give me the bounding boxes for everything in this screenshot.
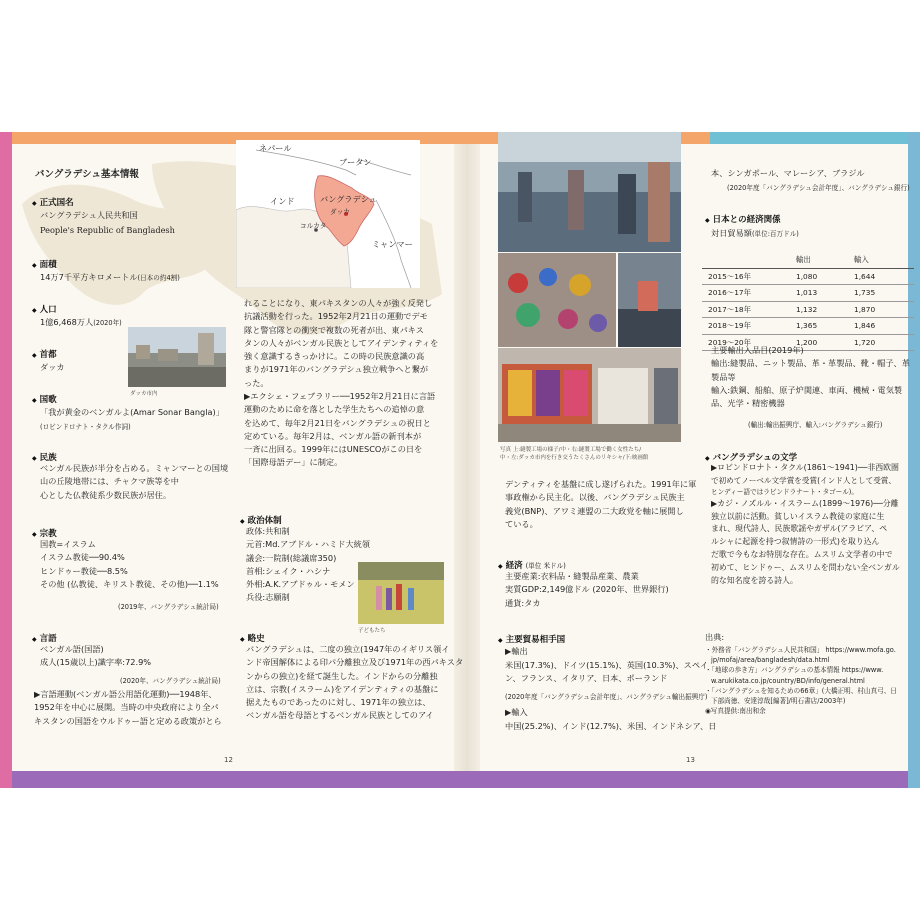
language-movement: ▶言語運動(ベンガル語公用語化運動)──1948年、 1952年を中心に展開。当時の中央政府により全パ キスタンの国語をウルドゥー語と定める政策がとら [34, 689, 222, 726]
table-row [702, 318, 914, 335]
japan-trade-sub: 対日貿易額(単位:百万ドル) [711, 228, 799, 238]
literature-heading: ◆ バングラデシュの文学 [705, 451, 797, 463]
garment-factory-photo [498, 132, 681, 252]
religion-heading: ◆ 宗教 [32, 527, 57, 539]
population-heading: ◆ 人口 [32, 303, 57, 315]
trade-items-text: 主要輸出入品目(2019年) 輸出:縫製品、ニット製品、革・革製品、靴・帽子、革 製品等 輸入:鉄鋼、船舶、原子炉関連、車両、機械・電気製 品、光学・精密機器 [711, 345, 910, 409]
history-heading: ◆ 略史 [240, 632, 265, 644]
export-partners: 米国(17.3%)、ドイツ(15.1%)、英国(10.3%)、スペイ ン、フランス、イタリア、日本、ポーランド [505, 660, 709, 684]
rickshaw-photo [498, 253, 616, 347]
table-cell: 2017〜18年 [702, 301, 790, 318]
anthem-value: 「我が黄金のベンガルよ(Amar Sonar Bangla)」 [40, 407, 224, 417]
page-number-left: 12 [224, 756, 233, 764]
economy-heading: ◆ 経済 (単位 米ドル) [498, 559, 566, 571]
table-header: 輸入 [848, 252, 914, 268]
population-value: 1億6,468万人(2020年) [40, 317, 122, 327]
anthem-heading: ◆ 国歌 [32, 393, 57, 405]
ethnic-heading: ◆ 民族 [32, 451, 57, 463]
table-cell: 2016〜17年 [702, 285, 790, 302]
table-cell: 1,644 [848, 268, 914, 285]
import-source: (2020年度「バングラデシュ会計年度」、バングラデシュ銀行) [727, 184, 910, 192]
japan-trade-table [702, 252, 914, 351]
export-label: ▶輸出 [505, 646, 528, 656]
map-label-nepal: ネパール [259, 143, 292, 153]
language-movement-continued: れることになり、東パキスタンの人々が強く反発し 抗議活動を行った。1952年2月21日の運動でデモ 隊と警官隊との衝突で複数の死者が出、東パキス タンの人々がベンガル民族としてアイデンティティを 強く意識するきっかけに。この時の民族意識の高 まりが1971年のバングラデシュ独立戦争へと繋が った。 ▶エクシェ・フェブラリー──1952年2月21日に言語 運動のために命を落とした学生たちへの追悼の意 を込めて、毎年2月21日をバングラデシュの祝日と 定めている。毎年2月は、ベンガル語の新刊本が 一斉に出回る。1999年にはUNESCOがこの日を 「国際母語デー」に制定。 [244, 298, 439, 468]
import-label: ▶輸入 [505, 707, 528, 717]
table-cell: 1,735 [848, 285, 914, 302]
area-heading: ◆ 面積 [32, 258, 57, 270]
map-label-myanmar: ミャンマー [372, 239, 413, 249]
table-cell: 1,132 [790, 301, 848, 318]
photo-caption-2: 中・左:ダッカ市内を行き交うたくさんのリキシャ/下:映画館 [500, 455, 649, 461]
top-color-bar-right [710, 132, 908, 144]
language-text: ベンガル語(国語) 成人(15歳以上)識字率:72.9% [40, 644, 152, 668]
table-cell: 2019〜20年 [702, 334, 790, 351]
ethnic-text: ベンガル民族が半分を占める。ミャンマーとの国境 山の丘陵地帯には、チャクマ族等を中 心とした仏教徒系少数民族が居住。 [40, 463, 229, 500]
table-cell: 1,080 [790, 268, 848, 285]
official-name-jp: バングラデシュ人民共和国 [40, 210, 138, 220]
import-partners: 中国(25.2%)、インド(12.7%)、米国、インドネシア、日 [505, 721, 717, 731]
table-cell: 1,365 [790, 318, 848, 335]
table-cell: 2018〜19年 [702, 318, 790, 335]
map-label-bhutan: ブータン [339, 157, 372, 167]
table-row [702, 301, 914, 318]
photo-caption-1: 写真 上:縫製工場の様子/中・右:縫製工場で働く女性たち/ [500, 447, 642, 453]
right-color-bar [908, 132, 920, 788]
export-source: (2020年度「バングラデシュ会計年度」、バングラデシュ輸出振興庁) [505, 693, 708, 701]
capital-heading: ◆ 首都 [32, 348, 57, 360]
table-row [702, 268, 914, 285]
table-header-row [702, 252, 914, 268]
table-cell: 1,013 [790, 285, 848, 302]
bottom-color-bar [12, 771, 908, 788]
area-value: 14万7千平方キロメートル(日本の約4割) [40, 272, 180, 282]
country-map [236, 140, 420, 288]
history-text: バングラデシュは、二度の独立(1947年のイギリス領イ ンド帝国解体による印パ分離独立及び1971年の西パキスタ ンからの独立)を経て誕生した。インドからの分離独 立は、宗教(イスラーム)をアイデンティティの基盤に 据えたものであったのに対し、1971年の独立は、 ベンガル語を母語とするベンガル民族としてのアイ [246, 644, 464, 721]
economy-text: 主要産業:衣料品・縫製品産業、農業 実質GDP:2,149億ドル (2020年、世界銀行) 通貨:タカ [505, 571, 669, 608]
import-partners-continued: 本、シンガポール、マレーシア、ブラジル [711, 168, 865, 178]
official-name-en: People's Republic of Bangladesh [40, 225, 175, 235]
table-cell: 1,846 [848, 318, 914, 335]
table-cell: 1,720 [848, 334, 914, 351]
language-heading: ◆ 言語 [32, 632, 57, 644]
page-title: バングラデシュ基本情報 [35, 169, 139, 180]
partners-heading: ◆ 主要貿易相手国 [498, 633, 565, 645]
sources-list: ・外務省「バングラデシュ人民共和国」 https://www.mofa.go. jp/mofaj/area/bangladesh/data.html ・「地球の歩き方」バングラデシュの基本情報 https://www. w.arukikata.co.jp/country/BD/info/general.html ・「バングラデシュを知るための66章」(大橋正明、村山真弓、日 下部尚徳、安達淳哉[編著]/明石書店/2003年) ◉写真提供:南出和余 [705, 646, 897, 716]
map-label-bangladesh: バングラデシュ [320, 194, 377, 204]
table-row [702, 285, 914, 302]
japan-relations-heading: ◆ 日本との経済関係 [705, 213, 781, 225]
map-label-kolkata: コルカタ [300, 222, 327, 230]
children-photo [358, 562, 444, 624]
left-color-bar [0, 132, 12, 788]
trade-items-source: (輸出:輸出振興庁、輸入:バングラデシュ銀行) [748, 421, 883, 429]
sewing-worker-photo [618, 253, 681, 347]
cinema-photo [498, 348, 681, 442]
map-label-india: インド [270, 196, 295, 206]
anthem-note: (ロビンドロナト・タクル作詞) [40, 423, 131, 431]
page-number-right: 13 [686, 756, 695, 764]
literature-text: ▶ロビンドロナト・タクル(1861〜1941)──非西欧圏 で初めてノーベル文学賞を受賞(インド人として受賞、 ヒンディー語ではラビンドラナート・タゴール)。 ▶カジ・ノズルル・イスラーム(1899〜1976)──分離 独立以前に活動。貧しいイスラム教徒の家庭に生 まれ、現代詩人、民族歌謡やガザル(アラビア、ペ ルシャに起源を持つ叙情詩の一形式)を取り込ん だ歌で今もなお特別な存在。ムスリム文学者の中で 初めて、ヒンドゥー、ムスリムを問わない全ベンガル 的な知名度を誇る詩人。 [711, 463, 900, 585]
map-label-dhaka: ダッカ [330, 208, 350, 216]
official-name-heading: ◆ 正式国名 [32, 196, 74, 208]
capital-value: ダッカ [40, 362, 65, 372]
table-header: 輸出 [790, 252, 848, 268]
religion-source: (2019年、バングラデシュ統計局) [118, 603, 219, 611]
table-cell: 2015〜16年 [702, 268, 790, 285]
children-photo-caption: 子どもたち [358, 628, 386, 634]
politics-text: 政体:共和制 元首:Md.アブドル・ハミド大統領 議会:一院制(総議席350) 首相:シェイク・ハシナ 外相:A.K.アブドゥル・モメン 兵役:志願制 [246, 526, 371, 603]
table-cell: 1,870 [848, 301, 914, 318]
language-source: (2020年、バングラデシュ統計局) [120, 677, 221, 685]
religion-text: 国教=イスラム イスラム教徒──90.4% ヒンドゥー教徒──8.5% その他 (仏教徒、キリスト教徒、その他)──1.1% [40, 539, 219, 589]
politics-heading: ◆ 政治体制 [240, 514, 282, 526]
table-cell: 1,200 [790, 334, 848, 351]
dhaka-photo-caption: ダッカ市内 [130, 391, 158, 397]
sources-heading: 出典: [705, 632, 725, 642]
history-continued: デンティティを基盤に成し遂げられた。1991年に軍 事政権から民主化。以後、バングラデシュ民族主 義党(BNP)、アワミ連盟の二大政党を軸に展開し ている。 [505, 479, 697, 529]
table-header [702, 252, 790, 268]
dhaka-city-photo [128, 327, 226, 387]
